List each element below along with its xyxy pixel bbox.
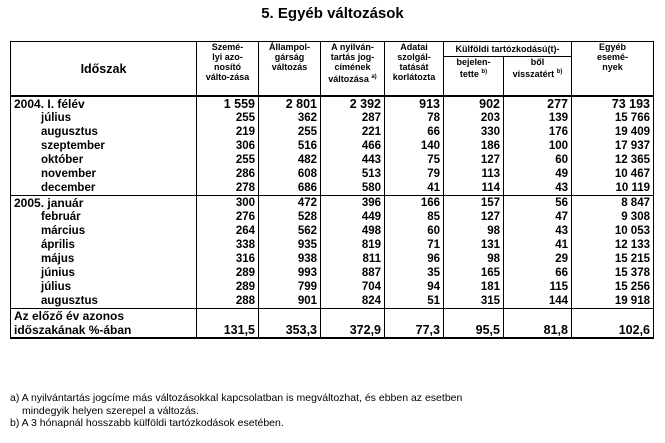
cell-citizenship: 516 (259, 139, 321, 153)
cell-returned: 29 (504, 252, 572, 266)
cell-returned: 66 (504, 266, 572, 280)
row-label: június (11, 266, 197, 280)
cell-citizenship: 2 801 (259, 96, 321, 111)
header-registration-title: A nyilván- tartás jog- címének változása $^{a)}$ (321, 42, 385, 97)
row-label: 2004. I. félév (11, 96, 197, 111)
cell-data-restriction: 85 (385, 210, 444, 224)
cell-registration-title: 2 392 (321, 96, 385, 111)
summary-cell-reported: 95,5 (444, 323, 504, 338)
cell-citizenship: 993 (259, 266, 321, 280)
cell-returned: 277 (504, 96, 572, 111)
table-row (11, 294, 654, 309)
cell-registration-title: 513 (321, 167, 385, 181)
summary-cell-personal-id: 131,5 (197, 323, 259, 338)
period-header: Időszak (11, 42, 197, 97)
summary-row (11, 323, 654, 338)
cell-returned: 47 (504, 210, 572, 224)
summary-cell-returned: 81,8 (504, 323, 572, 338)
cell-other-events: 10 119 (572, 181, 654, 196)
cell-reported: 98 (444, 224, 504, 238)
cell-citizenship: 608 (259, 167, 321, 181)
table-row (11, 196, 654, 211)
summary-cell-citizenship: 353,3 (259, 323, 321, 338)
cell-returned: 49 (504, 167, 572, 181)
cell-other-events: 9 308 (572, 210, 654, 224)
empty-cell (197, 309, 259, 324)
table-row (11, 139, 654, 153)
table-row (11, 111, 654, 125)
cell-citizenship: 686 (259, 181, 321, 196)
cell-reported: 186 (444, 139, 504, 153)
cell-returned: 43 (504, 181, 572, 196)
cell-personal-id: 306 (197, 139, 259, 153)
cell-registration-title: 887 (321, 266, 385, 280)
cell-data-restriction: 71 (385, 238, 444, 252)
row-label: március (11, 224, 197, 238)
row-label: 2005. január (11, 196, 197, 211)
cell-citizenship: 799 (259, 280, 321, 294)
cell-registration-title: 824 (321, 294, 385, 309)
cell-reported: 315 (444, 294, 504, 309)
cell-reported: 98 (444, 252, 504, 266)
cell-other-events: 12 365 (572, 153, 654, 167)
cell-reported: 127 (444, 210, 504, 224)
cell-other-events: 10 053 (572, 224, 654, 238)
cell-reported: 114 (444, 181, 504, 196)
cell-personal-id: 255 (197, 153, 259, 167)
cell-registration-title: 396 (321, 196, 385, 211)
empty-cell (572, 309, 654, 324)
cell-data-restriction: 51 (385, 294, 444, 309)
cell-reported: 131 (444, 238, 504, 252)
footnote-a-cont: mindegyik helyen szerepel a változás. (22, 404, 199, 417)
header-data-restriction: Adatai szolgál- tatását korlátozta (385, 42, 444, 97)
table-row (11, 252, 654, 266)
cell-other-events: 19 918 (572, 294, 654, 309)
cell-registration-title: 704 (321, 280, 385, 294)
header-abroad-group: Külföldi tartózkodású(t)- (444, 42, 572, 57)
cell-registration-title: 466 (321, 139, 385, 153)
summary-label-line1: Az előző év azonos (11, 309, 197, 324)
summary-cell-registration-title: 372,9 (321, 323, 385, 338)
data-table (10, 41, 654, 339)
header-other-events: Egyéb esemé- nyek (572, 42, 654, 97)
cell-data-restriction: 60 (385, 224, 444, 238)
table-row (11, 181, 654, 196)
cell-citizenship: 472 (259, 196, 321, 211)
cell-registration-title: 221 (321, 125, 385, 139)
row-label: szeptember (11, 139, 197, 153)
cell-reported: 902 (444, 96, 504, 111)
cell-registration-title: 443 (321, 153, 385, 167)
cell-other-events: 19 409 (572, 125, 654, 139)
cell-citizenship: 528 (259, 210, 321, 224)
cell-citizenship: 901 (259, 294, 321, 309)
cell-data-restriction: 75 (385, 153, 444, 167)
cell-registration-title: 498 (321, 224, 385, 238)
cell-data-restriction: 79 (385, 167, 444, 181)
cell-registration-title: 811 (321, 252, 385, 266)
row-label: május (11, 252, 197, 266)
cell-data-restriction: 41 (385, 181, 444, 196)
cell-citizenship: 938 (259, 252, 321, 266)
cell-personal-id: 338 (197, 238, 259, 252)
table-row (11, 224, 654, 238)
cell-other-events: 15 766 (572, 111, 654, 125)
summary-cell-other-events: 102,6 (572, 323, 654, 338)
row-label: augusztus (11, 294, 197, 309)
empty-cell (444, 309, 504, 324)
cell-data-restriction: 96 (385, 252, 444, 266)
cell-personal-id: 289 (197, 266, 259, 280)
cell-returned: 60 (504, 153, 572, 167)
table-row (11, 238, 654, 252)
cell-returned: 144 (504, 294, 572, 309)
row-label: április (11, 238, 197, 252)
empty-cell (321, 309, 385, 324)
cell-reported: 330 (444, 125, 504, 139)
cell-citizenship: 482 (259, 153, 321, 167)
cell-other-events: 10 467 (572, 167, 654, 181)
header-reported: bejelen- tette $^{b)}$ (444, 57, 504, 97)
cell-personal-id: 255 (197, 111, 259, 125)
cell-other-events: 73 193 (572, 96, 654, 111)
table-row (11, 280, 654, 294)
cell-data-restriction: 35 (385, 266, 444, 280)
cell-reported: 127 (444, 153, 504, 167)
summary-cell-data-restriction: 77,3 (385, 323, 444, 338)
table-row (11, 153, 654, 167)
empty-cell (259, 309, 321, 324)
row-label: december (11, 181, 197, 196)
cell-personal-id: 219 (197, 125, 259, 139)
empty-cell (504, 309, 572, 324)
header-citizenship: Állampol- gárság változás (259, 42, 321, 97)
cell-data-restriction: 66 (385, 125, 444, 139)
cell-registration-title: 819 (321, 238, 385, 252)
cell-registration-title: 449 (321, 210, 385, 224)
cell-data-restriction: 94 (385, 280, 444, 294)
cell-citizenship: 255 (259, 125, 321, 139)
table-row (11, 266, 654, 280)
cell-registration-title: 580 (321, 181, 385, 196)
cell-returned: 41 (504, 238, 572, 252)
cell-personal-id: 288 (197, 294, 259, 309)
table-row (11, 96, 654, 111)
table-row (11, 125, 654, 139)
cell-data-restriction: 913 (385, 96, 444, 111)
cell-returned: 115 (504, 280, 572, 294)
header-personal-id: Szemé- lyi azo- nosító válto-zása (197, 42, 259, 97)
summary-row-label (11, 309, 654, 324)
cell-personal-id: 316 (197, 252, 259, 266)
footnotes (10, 392, 655, 430)
cell-reported: 165 (444, 266, 504, 280)
cell-other-events: 12 133 (572, 238, 654, 252)
cell-returned: 56 (504, 196, 572, 211)
cell-returned: 176 (504, 125, 572, 139)
cell-other-events: 15 256 (572, 280, 654, 294)
cell-personal-id: 289 (197, 280, 259, 294)
cell-other-events: 15 215 (572, 252, 654, 266)
summary-label-line2: időszakának %-ában (11, 323, 197, 338)
cell-reported: 181 (444, 280, 504, 294)
cell-other-events: 15 378 (572, 266, 654, 280)
row-label: október (11, 153, 197, 167)
row-label: augusztus (11, 125, 197, 139)
cell-returned: 139 (504, 111, 572, 125)
footnote-a: a) A nyilvántartás jogcíme más változásokkal kapcsolatban is megváltozhat, és ebben az esetben (10, 392, 463, 404)
cell-other-events: 8 847 (572, 196, 654, 211)
cell-registration-title: 287 (321, 111, 385, 125)
cell-personal-id: 276 (197, 210, 259, 224)
row-label: július (11, 280, 197, 294)
header-returned: ből visszatért $^{b)}$ (504, 57, 572, 97)
cell-reported: 203 (444, 111, 504, 125)
cell-other-events: 17 937 (572, 139, 654, 153)
cell-personal-id: 1 559 (197, 96, 259, 111)
cell-citizenship: 935 (259, 238, 321, 252)
cell-data-restriction: 166 (385, 196, 444, 211)
table-row (11, 167, 654, 181)
cell-reported: 157 (444, 196, 504, 211)
row-label: november (11, 167, 197, 181)
cell-data-restriction: 140 (385, 139, 444, 153)
cell-returned: 100 (504, 139, 572, 153)
cell-returned: 43 (504, 224, 572, 238)
cell-personal-id: 278 (197, 181, 259, 196)
cell-citizenship: 562 (259, 224, 321, 238)
footnote-b: b) A 3 hónapnál hosszabb külföldi tartózkodások esetében. (10, 417, 284, 429)
cell-personal-id: 286 (197, 167, 259, 181)
page-title: 5. Egyéb változások (261, 5, 404, 22)
row-label: február (11, 210, 197, 224)
empty-cell (385, 309, 444, 324)
table-row (11, 210, 654, 224)
row-label: július (11, 111, 197, 125)
cell-data-restriction: 78 (385, 111, 444, 125)
cell-reported: 113 (444, 167, 504, 181)
cell-personal-id: 264 (197, 224, 259, 238)
cell-citizenship: 362 (259, 111, 321, 125)
cell-personal-id: 300 (197, 196, 259, 211)
